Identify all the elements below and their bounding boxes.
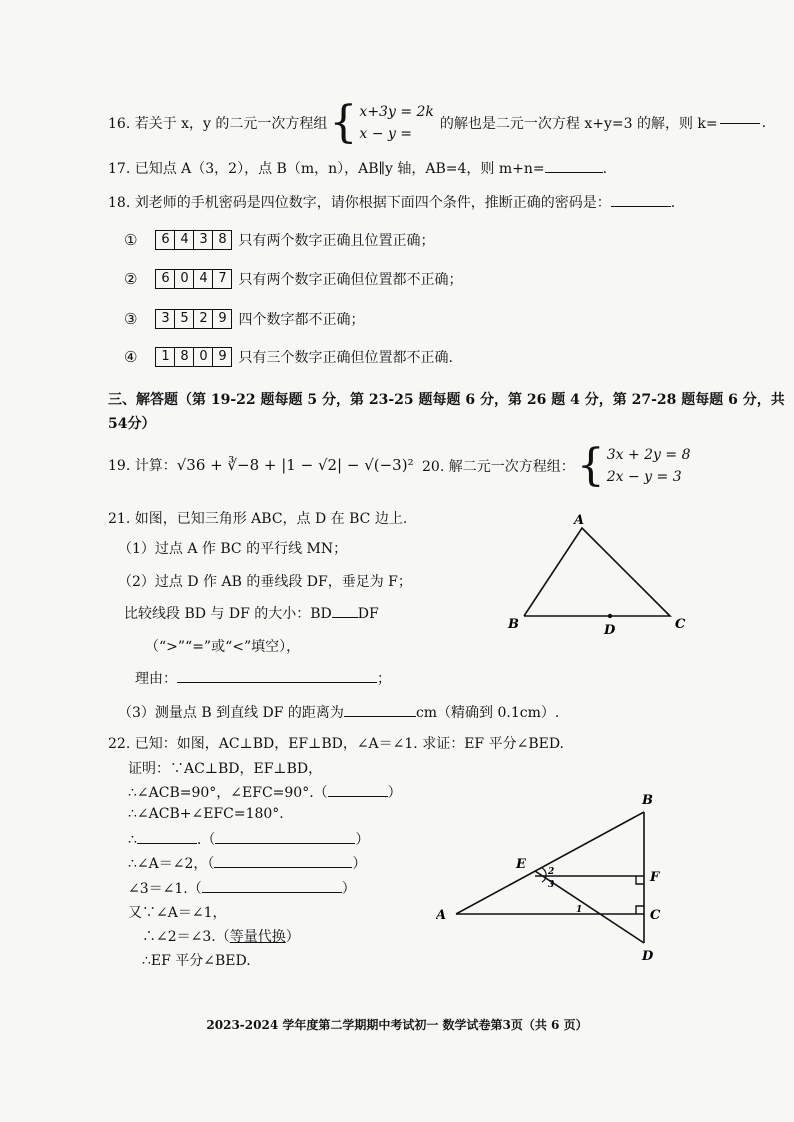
q18-end: . <box>670 195 676 211</box>
digit: 4 <box>175 231 194 249</box>
section-3-line2: 54分） <box>108 416 156 432</box>
condition-desc: 四个数字都不正确； <box>238 312 365 328</box>
q22-line8-close: ） <box>285 929 300 945</box>
q19-expression: √36 + ∛−8 + |1 − √2| − √(−3)² <box>176 456 414 474</box>
question-17 <box>108 158 607 178</box>
q21-triangle-figure <box>500 508 700 638</box>
label-c: C <box>675 617 686 632</box>
q20-brace: { <box>576 440 605 491</box>
q16-eq2: x − y = <box>359 126 413 142</box>
q17-answer-blank[interactable] <box>545 172 603 173</box>
digit-boxes <box>155 269 232 289</box>
q21-compare-end: DF <box>357 606 379 622</box>
label-angle-3: 3 <box>548 880 555 890</box>
q22-reason-blank-4[interactable] <box>202 892 342 893</box>
digit: 0 <box>175 270 194 288</box>
label-a: A <box>574 513 585 528</box>
q22-line4: ∴ .（ ） <box>128 832 370 848</box>
digit: 5 <box>175 310 194 328</box>
q22-line8 <box>142 926 300 946</box>
question-16 <box>108 97 767 148</box>
q21-compare-text: 比较线段 BD 与 DF 的大小：BD <box>124 606 332 622</box>
q22-line1: 证明：∵AC⊥BD，EF⊥BD， <box>128 761 323 777</box>
q18-condition-2 <box>124 269 462 289</box>
digit: 2 <box>194 310 213 328</box>
question-19 <box>108 455 414 475</box>
q16-system <box>359 101 433 145</box>
q17-end: . <box>602 161 608 177</box>
digit: 1 <box>156 348 175 366</box>
digit-boxes <box>155 230 232 250</box>
condition-number: ④ <box>124 348 138 366</box>
digit: 4 <box>194 270 213 288</box>
q22-line9: ∴EF 平分∠BED. <box>142 953 251 969</box>
label-b: B <box>642 793 653 808</box>
label-a: A <box>436 908 447 923</box>
q18-answer-blank[interactable] <box>611 206 671 207</box>
q22-line4-text: ∴ <box>128 832 137 848</box>
q21-distance-blank[interactable] <box>344 716 416 717</box>
q16-prefix: 16. 若关于 x，y 的二元一次方程组 <box>108 116 328 132</box>
condition-number: ③ <box>124 310 138 328</box>
q21-compare-blank[interactable] <box>332 617 358 618</box>
condition-number: ② <box>124 270 138 288</box>
label-c: C <box>650 908 661 923</box>
q22-line3: ∴∠ACB+∠EFC=180°. <box>128 806 284 822</box>
q22-geometry-figure <box>436 788 672 968</box>
q21-intro: 21. 如图，已知三角形 ABC，点 D 在 BC 边上. <box>108 511 408 527</box>
digit: 8 <box>175 348 194 366</box>
q22-reason-blank-2[interactable] <box>215 843 355 844</box>
condition-number: ① <box>124 231 138 249</box>
q21-part3 <box>118 702 559 722</box>
q21-reason-end: ； <box>377 671 391 687</box>
section-3-line1: 三、解答题（第 19-22 题每题 5 分，第 23-25 题每题 6 分，第 26 题 4 分，第 27-28 题每题 6 分，共 <box>108 392 785 408</box>
q21-reason <box>135 668 391 688</box>
q22-line7: 又∵∠A＝∠1， <box>128 905 227 921</box>
label-d: D <box>604 623 616 638</box>
q19-label: 19. 计算： <box>108 458 177 474</box>
right-angle-c <box>636 906 644 914</box>
label-e: E <box>516 857 526 872</box>
angle-mark-e <box>542 868 546 882</box>
q20-label: 20. 解二元一次方程组： <box>422 459 575 475</box>
q22-filled-reason: 等量代换 <box>229 929 286 945</box>
q21-reason-label: 理由： <box>135 671 177 687</box>
label-angle-2: 2 <box>548 867 555 877</box>
q20-system <box>607 444 691 488</box>
point-d <box>608 614 612 618</box>
q22-statement-blank[interactable] <box>137 843 197 844</box>
digit: 0 <box>194 348 213 366</box>
digit: 9 <box>218 311 227 326</box>
q22-close: ） <box>355 832 370 848</box>
q21-compare <box>124 603 379 623</box>
q21-part2: （2）过点 D 作 AB 的垂线段 DF，垂足为 F； <box>118 574 412 590</box>
page-footer: 2023-2024 学年度第二学期期中考试初一 数学试卷第3页（共 6 页） <box>206 1018 588 1032</box>
q18-condition-3 <box>124 309 364 329</box>
question-18 <box>108 192 675 212</box>
q22-close: ） <box>352 856 367 872</box>
q22-line8-text: ∴∠2＝∠3.（ <box>142 929 230 945</box>
label-angle-1: 1 <box>576 905 583 915</box>
q22-line6 <box>128 878 356 898</box>
q16-end: . <box>761 115 767 131</box>
question-20 <box>422 440 691 491</box>
q16-brace: { <box>329 97 358 148</box>
digit-boxes <box>155 347 232 367</box>
label-b: B <box>508 617 519 632</box>
segment-ab <box>456 812 644 914</box>
q16-suffix: 的解也是二元一次方程 x+y=3 的解，则 k= <box>439 116 718 132</box>
q17-text: 17. 已知点 A（3，2），点 B（m，n），AB∥y 轴，AB=4，则 m+n= <box>108 161 545 177</box>
q22-line6-text: ∠3＝∠1.（ <box>128 881 202 897</box>
q18-condition-1 <box>124 230 434 250</box>
label-f: F <box>650 870 660 885</box>
digit: 3 <box>156 310 175 328</box>
q22-line5-text: ∴∠A＝∠2，（ <box>128 856 215 872</box>
condition-desc: 只有三个数字正确但位置都不正确. <box>238 350 453 366</box>
q22-line5 <box>128 853 366 873</box>
q18-condition-4 <box>124 347 453 367</box>
q21-fill-hint: （“>”“=”或“<”填空）， <box>145 639 301 655</box>
q20-eq1: 3x + 2y = 8 <box>606 447 691 463</box>
q22-close: ） <box>341 881 356 897</box>
q22-intro: 22. 已知：如图，AC⊥BD，EF⊥BD，∠A＝∠1. 求证：EF 平分∠BED. <box>108 736 565 752</box>
label-d: D <box>642 949 654 964</box>
q21-part3-text: （3）测量点 B 到直线 DF 的距离为 <box>118 705 344 721</box>
q22-period: . <box>196 832 202 848</box>
condition-desc: 只有两个数字正确但位置都不正确； <box>238 272 463 288</box>
q22-reason-blank-1[interactable] <box>328 796 388 797</box>
condition-desc: 只有两个数字正确且位置正确； <box>238 233 435 249</box>
triangle-abc <box>524 528 670 616</box>
digit: 3 <box>194 231 213 249</box>
q16-answer-blank[interactable] <box>720 123 760 124</box>
q21-part3-end: cm（精确到 0.1cm）. <box>415 705 560 721</box>
section-3-heading <box>108 389 785 433</box>
q21-reason-blank[interactable] <box>177 682 377 683</box>
digit: 8 <box>218 232 227 247</box>
q22-line2 <box>128 782 402 802</box>
digit: 7 <box>218 271 227 286</box>
q20-eq2: 2x − y = 3 <box>606 469 682 485</box>
q16-eq1: x+3y = 2k <box>359 104 434 120</box>
q22-line2-text: ∴∠ACB=90°，∠EFC=90°.（ <box>128 785 328 801</box>
q22-reason-blank-3[interactable] <box>214 867 352 868</box>
q22-close: ） <box>387 785 402 801</box>
right-angle-f <box>636 876 644 884</box>
digit: 9 <box>218 349 227 364</box>
q18-text: 18. 刘老师的手机密码是四位数字，请你根据下面四个条件，推断正确的密码是： <box>108 195 611 211</box>
digit: 6 <box>156 231 175 249</box>
q21-part1: （1）过点 A 作 BC 的平行线 MN； <box>118 541 348 557</box>
digit: 6 <box>156 270 175 288</box>
digit-boxes <box>155 309 232 329</box>
